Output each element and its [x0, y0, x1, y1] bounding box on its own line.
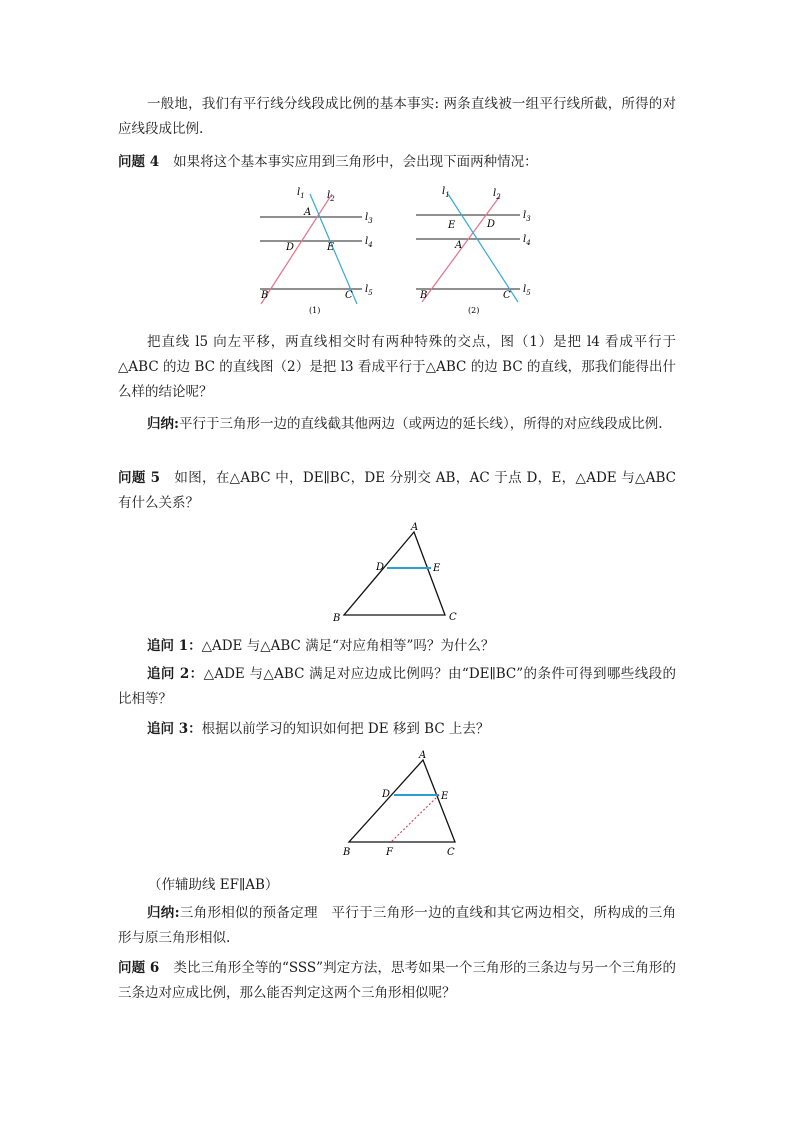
question-6-text: 类比三角形全等的“SSS”判定方法，思考如果一个三角形的三条边与另一个三角形的三条边对应成比例，那么能否判定这两个三角形相似呢？	[118, 960, 677, 1001]
point-C: C	[503, 290, 511, 301]
point-A: A	[411, 522, 419, 533]
summary-2-label: 归纳:	[147, 905, 180, 921]
line-l2-pink	[261, 194, 332, 304]
question-4	[118, 150, 676, 175]
question-4-label: 问题 4	[118, 154, 160, 170]
followup-3-text: 根据以前学习的知识如何把 DE 移到 BC 上去？	[201, 721, 490, 737]
point-E: E	[327, 242, 335, 253]
question-6-label: 问题 6	[118, 960, 160, 976]
summary-2-text: 三角形相似的预备定理 平行于三角形一边的直线和其它两边相交，所构成的三角形与原三角形相似.	[118, 905, 677, 946]
figure-2	[410, 182, 540, 322]
figure-1	[252, 182, 382, 322]
point-D: D	[376, 562, 385, 573]
point-C: C	[345, 290, 353, 301]
point-D: D	[487, 219, 496, 230]
question-5	[118, 466, 676, 516]
followup-2-text: △ADE 与△ABC 满足对应边成比例吗？由“DE∥BC”的条件可得到哪些线段的比相等？	[118, 666, 676, 707]
followup-2-label: 追问 2：	[147, 666, 204, 682]
triangle-abc	[344, 532, 445, 615]
point-C: C	[447, 847, 455, 858]
label-l5: $l_5$	[523, 284, 531, 297]
point-E: E	[448, 220, 456, 231]
paragraph-translation: 把直线 l5 向左平移，两直线相交时有两种特殊的交点，图（1）是把 l4 看成平行于△ABC 的边 BC 的直线图（2）是把 l3 看成平行于△ABC 的边 BC 的直线，那我们能得出什么样的结论呢？	[118, 334, 676, 400]
point-A: A	[455, 240, 463, 251]
point-A: A	[304, 207, 312, 218]
followup-1-text: △ADE 与△ABC 满足“对应角相等”吗？为什么？	[201, 638, 495, 654]
point-B: B	[420, 290, 428, 301]
segment-ef-dashed	[391, 795, 439, 842]
label-l5: $l_5$	[365, 284, 373, 297]
label-l4: $l_4$	[365, 236, 373, 249]
point-B: B	[343, 847, 351, 858]
question-6	[118, 956, 676, 1006]
label-l3: $l_3$	[523, 210, 531, 223]
followup-2	[118, 662, 676, 712]
paragraph-basic-fact: 一般地，我们有平行线分线段成比例的基本事实: 两条直线被一组平行线所截，所得的对应线段成比例.	[118, 96, 676, 137]
question-5-label: 问题 5	[118, 470, 161, 486]
caption-1: (1)	[309, 306, 321, 315]
point-A: A	[419, 750, 427, 761]
summary-2	[118, 901, 676, 951]
point-D: D	[286, 242, 295, 253]
label-l4: $l_4$	[523, 234, 531, 247]
label-l3: $l_3$	[365, 212, 373, 225]
label-l1: $l_1$	[297, 187, 305, 200]
point-E: E	[433, 563, 441, 574]
point-B: B	[261, 290, 269, 301]
followup-1	[118, 634, 676, 659]
question-5-text: 如图，在△ABC 中，DE∥BC，DE 分别交 AB，AC 于点 D，E，△ADE 与△ABC 有什么关系？	[118, 470, 677, 511]
summary-1-text: 平行于三角形一边的直线截其他两边（或两边的延长线），所得的对应线段成比例.	[178, 416, 663, 432]
point-F: F	[386, 847, 393, 858]
label-l1: $l_1$	[442, 186, 450, 199]
label-l2: $l_2$	[493, 188, 501, 201]
figure-triangle-ef	[335, 748, 470, 863]
figure-triangle-de	[325, 520, 475, 628]
point-C: C	[449, 612, 457, 623]
followup-1-label: 追问 1：	[147, 638, 202, 654]
point-B: B	[333, 613, 341, 624]
caption-2: (2)	[468, 306, 480, 315]
auxiliary-line-note: （作辅助线 EF∥AB）	[148, 877, 279, 893]
summary-1-label: 归纳:	[147, 416, 179, 432]
triangle-abc	[349, 760, 455, 842]
followup-3-label: 追问 3：	[147, 721, 202, 737]
label-l2: $l_2$	[327, 190, 335, 203]
point-D: D	[382, 789, 391, 800]
followup-3	[118, 717, 676, 742]
point-E: E	[441, 791, 449, 802]
question-4-text: 如果将这个基本事实应用到三角形中，会出现下面两种情况：	[173, 154, 538, 170]
summary-1	[118, 412, 676, 437]
